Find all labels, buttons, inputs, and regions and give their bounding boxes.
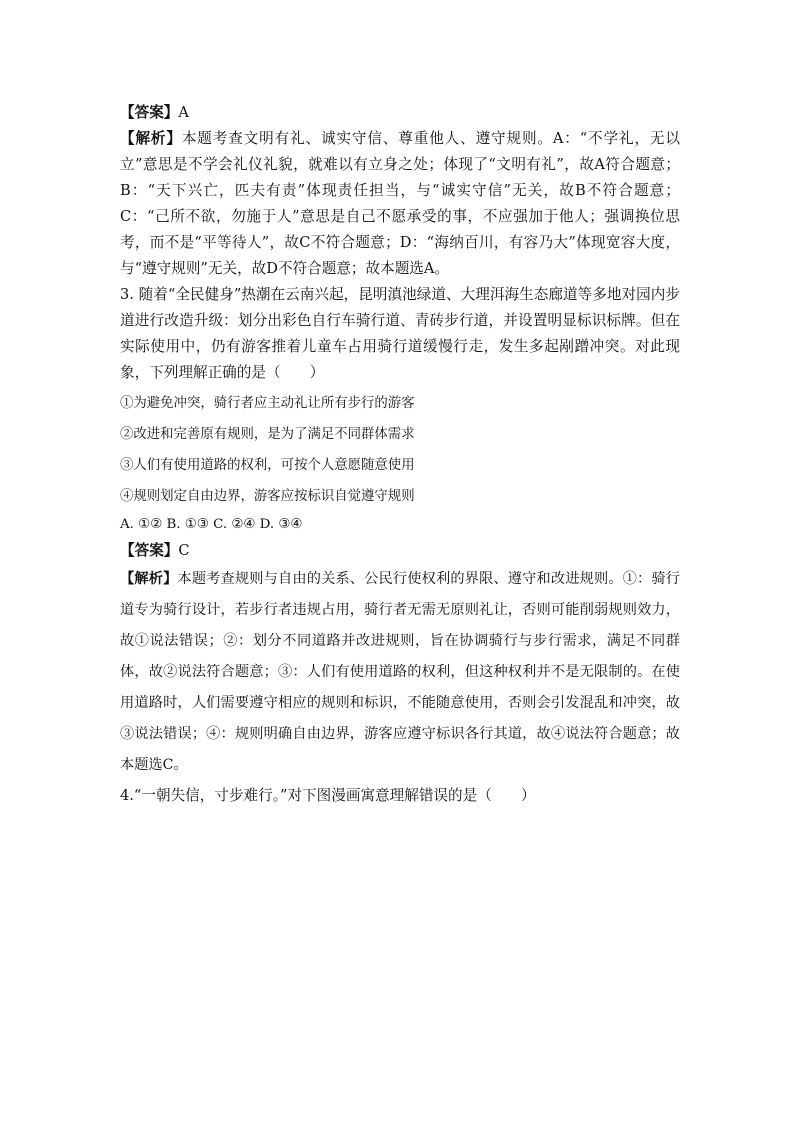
answer-3 [120,538,680,564]
explanation-1 [120,126,680,282]
answer-3-value: C [178,542,190,559]
question-3-stem: 3. 随着“全民健身”热潮在云南兴起，昆明滇池绿道、大理洱海生态廊道等多地对园内步道进行改造升级：划分出彩色自行车骑行道、青砖步行道，并设置明显标识标牌。但在实际使用中，仍有游客推着儿童车占用骑行道缓慢行走，发生多起剐蹭冲突。对此现象，下列理解正确的是（ ） [120,286,680,381]
explanation-1-text: 本题考查文明有礼、诚实守信、尊重他人、遵守规则。A：“不学礼，无以立”意思是不学会礼仪礼貌，就难以有立身之处；体现了“文明有礼”，故A符合题意；B：“天下兴亡，匹夫有责”体现责任担当，与“诚实守信”无关，故B不符合题意；C：“己所不欲，勿施于人”意思是自己不愿承受的事，不应强加于他人；强调换位思考，而不是“平等待人”，故C不符合题意；D：“海纳百川，有容乃大”体现宽容大度，与“遵守规则”无关，故D不符合题意；故本题选A。 [120,130,680,277]
question-4-stem: 4.“一朝失信，寸步难行。”对下图漫画寓意理解错误的是（ ） [120,787,536,804]
question-3-option-1: ①为避免冲突，骑行者应主动礼让所有步行的游客 [120,396,415,411]
question-3-option-4: ④规则划定自由边界，游客应按标识自觉遵守规则 [120,489,415,504]
explanation-3-label: 【解析】 [120,571,178,587]
explanation-3 [120,564,680,781]
answer-1-value: A [178,104,189,121]
answer-1-label: 【答案】 [120,104,179,121]
question-3-option-3: ③人们有使用道路的权利，可按个人意愿随意使用 [120,458,415,473]
question-3-options [120,388,680,512]
answer-1 [120,100,680,126]
explanation-1-label: 【解析】 [120,130,182,147]
answer-3-label: 【答案】 [120,542,179,559]
question-3-choices: A. ①② B. ①③ C. ②④ D. ③④ [120,517,303,532]
document-content [120,100,680,809]
question-3-option-2: ②改进和完善原有规则，是为了满足不同群体需求 [120,427,415,442]
explanation-3-text: 本题考查规则与自由的关系、公民行使权利的界限、遵守和改进规则。①：骑行道专为骑行设计，若步行者违规占用，骑行者无需无原则礼让，否则可能削弱规则效力，故①说法错误；②：划分不同道路并改进规则，旨在协调骑行与步行需求，满足不同群体，故②说法符合题意；③：人们有使用道路的权利，但这种权利并不是无限制的。在使用道路时，人们需要遵守相应的规则和标识，不能随意使用，否则会引发混乱和冲突，故③说法错误；④：规则明确自由边界，游客应遵守标识各行其道，故④说法符合题意；故本题选C。 [120,571,680,773]
